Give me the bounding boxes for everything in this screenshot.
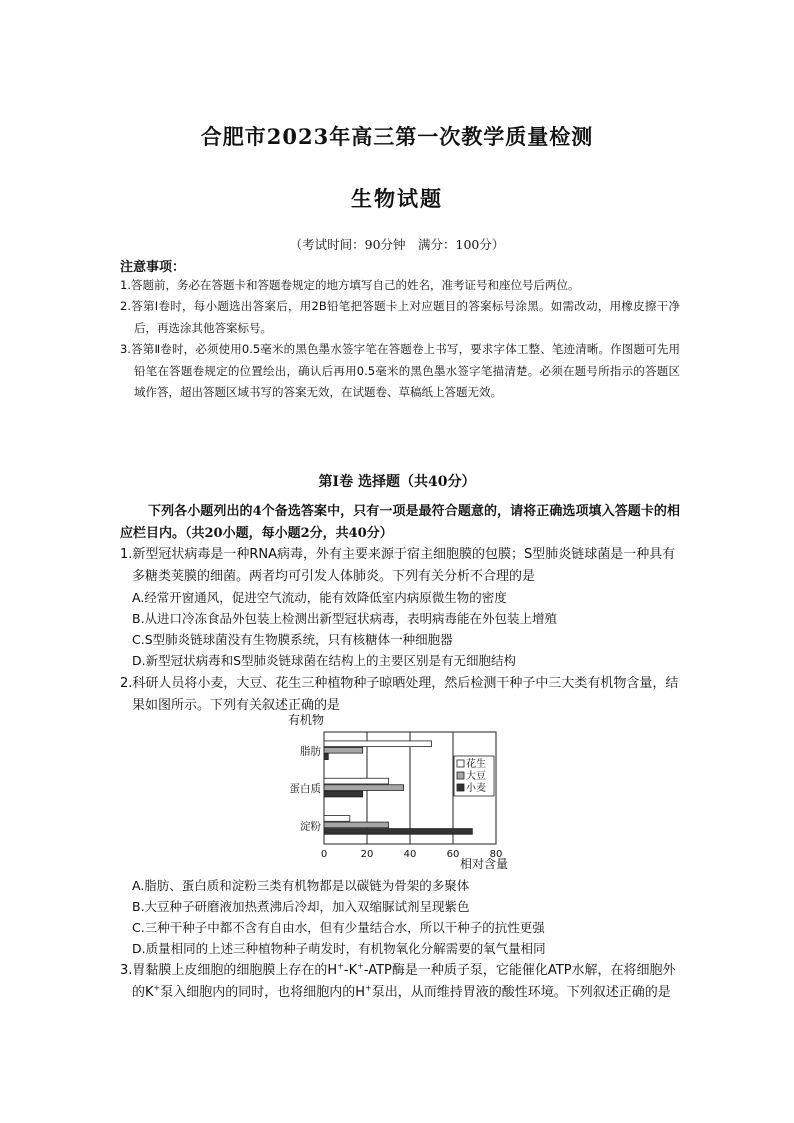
- notice-item-1: [120, 275, 680, 297]
- chart-x-tick-label: 0: [320, 849, 328, 860]
- question-1-option-b: B.从进口冷冻食品外包装上检测出新型冠状病毒，表明病毒能在外包装上增殖: [132, 611, 558, 626]
- question-text: 1.新型冠状病毒是一种RNA病毒，外有主要来源于宿主细胞膜的包膜；S型肺炎链球菌是一种具有多糖类荚膜的细菌。两者均可引发人体肺炎。下列有关分析不合理的是: [120, 547, 676, 584]
- chart-legend-swatch: [457, 784, 464, 791]
- chart-legend-swatch: [457, 760, 464, 767]
- question-2-option-c: C.三种干种子中都不含有自由水，但有少量结合水，所以干种子的抗性更强: [132, 920, 545, 935]
- chart-y-axis-label: 有机物: [288, 713, 325, 727]
- exam-info: （考试时间：90分钟 满分：100分）: [289, 237, 505, 252]
- question-2-stem: [120, 673, 680, 716]
- chart-legend-swatch: [457, 772, 464, 779]
- chart-legend: [454, 756, 494, 796]
- chart-x-tick-label: 40: [403, 849, 417, 860]
- chart-legend-label: 小麦: [466, 783, 486, 794]
- chart-bars: [324, 741, 472, 834]
- question-3-stem: [120, 960, 680, 1003]
- notice-title: 注意事项：: [120, 260, 186, 275]
- notice-item-2: [120, 296, 680, 339]
- question-text: 3.胃黏膜上皮细胞的细胞膜上存在的H+-K+-ATP酶是一种质子泵，它能催化ATP水解，在将细胞外的K+泵入细胞内的同时，也将细胞内的H+泵出，从而维持胃液的酸性环境。下列叙述正确的是: [120, 961, 676, 1000]
- question-1-option-c: C.S型肺炎链球菌没有生物膜系统，只有核糖体一种细胞器: [132, 632, 453, 647]
- question-2-option-b: B.大豆种子研磨液加热煮沸后冷却，加入双缩脲试剂呈现紫色: [132, 899, 470, 914]
- chart-x-tick-label: 80: [489, 849, 503, 860]
- chart-bar: [324, 816, 350, 822]
- chart-bar: [324, 747, 363, 753]
- notice-item-text: 1.答题前，务必在答题卡和答题卷规定的地方填写自己的姓名，准考证号和座位号后两位。: [120, 278, 580, 292]
- chart-bar: [324, 754, 328, 760]
- question-text: 2.科研人员将小麦，大豆、花生三种植物种子晾晒处理，然后检测干种子中三大类有机物含量，结果如图所示。下列有关叙述正确的是: [120, 676, 679, 713]
- chart-bar: [324, 785, 404, 791]
- notice-item-text: 3.答第Ⅱ卷时，必须使用0.5毫米的黑色墨水签字笔在答题卷上书写，要求字体工整、笔迹清晰。作图题可先用铅笔在答题卷规定的位置绘出，确认后再用0.5毫米的黑色墨水签字笔描清楚。必须在题号所指示的答题区域作答，超出答题区域书写的答案无效，在试题卷、草稿纸上答题无效。: [120, 342, 680, 399]
- chart-x-axis-label: 相对含量: [460, 857, 509, 871]
- chart-category-label: 蛋白质: [289, 783, 321, 795]
- notice-item-3: [120, 339, 680, 404]
- organic-matter-chart: [284, 712, 514, 872]
- section-instruction: 下列各小题列出的4个备选答案中，只有一项是最符合题意的，请将正确选项填入答题卡的相应栏目内。（共20小题，每小题2分，共40分）: [120, 504, 680, 541]
- exam-subtitle: 生物试题: [351, 186, 443, 211]
- question-2-option-a: A.脂肪、蛋白质和淀粉三类有机物都是以碳链为骨架的多聚体: [132, 878, 470, 893]
- exam-title: 合肥市2023年高三第一次教学质量检测: [200, 124, 594, 149]
- chart-category-label: 脂肪: [300, 745, 321, 758]
- chart-bar: [324, 822, 389, 828]
- notice-item-text: 2.答第Ⅰ卷时，每小题选出答案后，用2B铅笔把答题卡上对应题目的答案标号涂黑。如需改动，用橡皮擦干净后，再选涂其他答案标号。: [120, 299, 680, 335]
- chart-category-label: 淀粉: [300, 820, 321, 833]
- chart-legend-label: 大豆: [466, 771, 486, 782]
- question-1-option-d: D.新型冠状病毒和S型肺炎链球菌在结构上的主要区别是有无细胞结构: [132, 653, 517, 668]
- chart-category-labels: [290, 745, 322, 833]
- chart-x-tick-label: 60: [446, 849, 460, 860]
- chart-bar: [324, 829, 472, 835]
- question-1-stem: [120, 544, 680, 587]
- question-1-option-a: A.经常开窗通风，促进空气流动，能有效降低室内病原微生物的密度: [132, 590, 507, 605]
- chart-legend-label: 花生: [466, 759, 486, 770]
- chart-bar: [324, 778, 389, 784]
- chart-x-tick-label: 20: [360, 849, 374, 860]
- chart-bar: [324, 791, 363, 797]
- section-title: 第Ⅰ卷 选择题（共40分）: [318, 474, 476, 490]
- chart-bar: [324, 741, 432, 747]
- question-2-option-d: D.质量相同的上述三种植物种子萌发时，有机物氧化分解需要的氧气量相同: [132, 941, 546, 956]
